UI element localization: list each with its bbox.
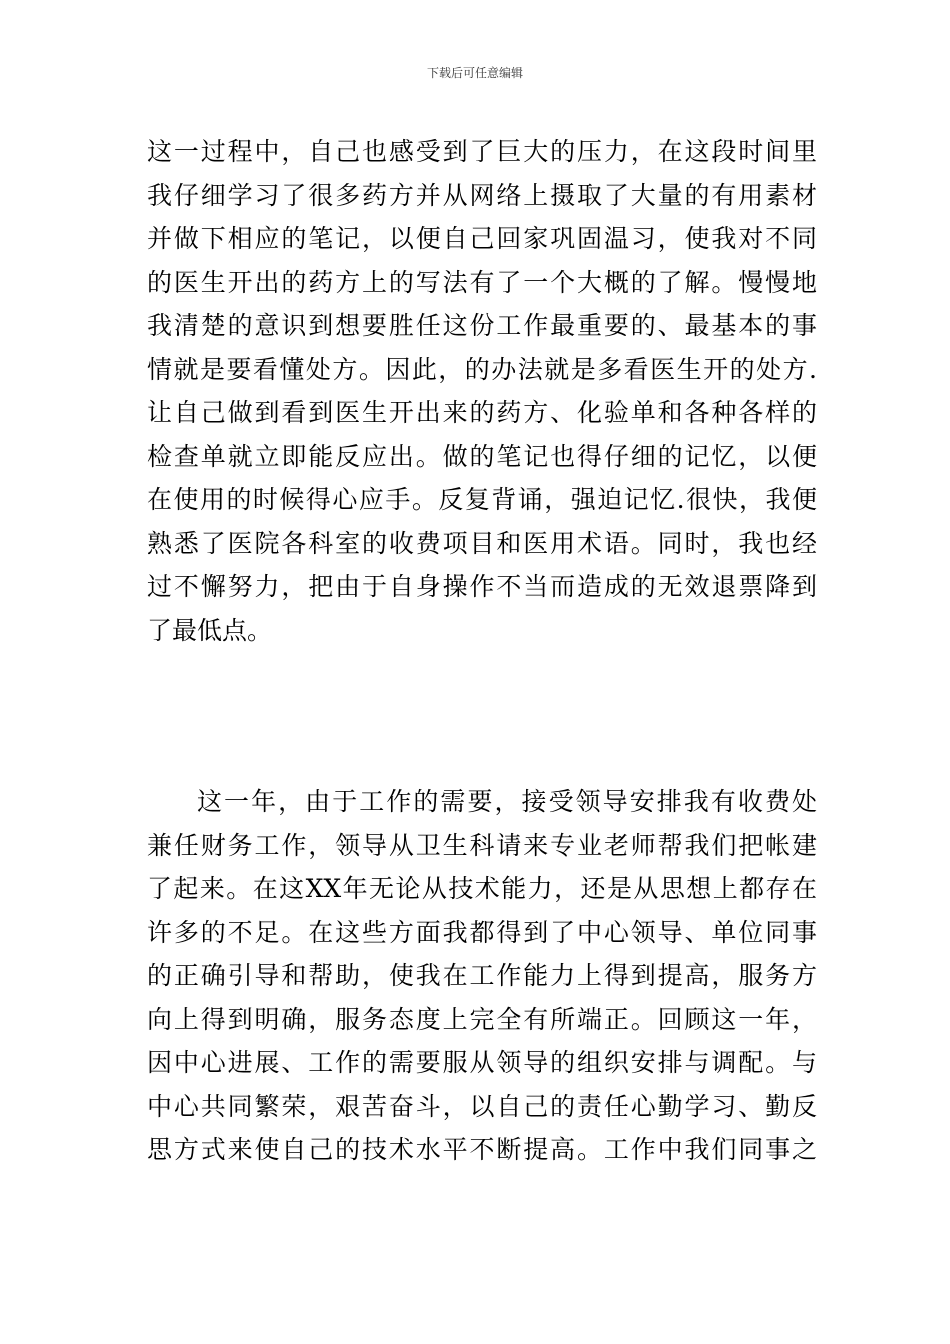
text-line: 过不懈努力，把由于自身操作不当而造成的无效退票降到 xyxy=(147,572,817,601)
text-line: 因中心进展、工作的需要服从领导的组织安排与调配。与 xyxy=(147,1048,817,1077)
text-line: 这一年，由于工作的需要，接受领导安排我有收费处 xyxy=(197,787,817,816)
text-line: 的医生开出的药方上的写法有了一个大概的了解。慢慢地 xyxy=(147,267,817,297)
text-line: 让自己做到看到医生开出来的药方、化验单和各种各样的 xyxy=(147,398,817,427)
text-line: 检查单就立即能反应出。做的笔记也得仔细的记忆，以便 xyxy=(147,441,817,471)
text-line: 许多的不足。在这些方面我都得到了中心领导、单位同事 xyxy=(147,917,817,947)
text-line: 思方式来使自己的技术水平不断提高。工作中我们同事之 xyxy=(147,1135,817,1164)
text-line: 我清楚的意识到想要胜任这份工作最重要的、最基本的事 xyxy=(147,311,817,340)
text-line: 中心共同繁荣，艰苦奋斗，以自己的责任心勤学习、勤反 xyxy=(147,1091,817,1121)
text-line: 的正确引导和帮助，使我在工作能力上得到提高，服务方 xyxy=(147,961,817,990)
text-line: 兼任财务工作，领导从卫生科请来专业老师帮我们把帐建 xyxy=(147,830,817,860)
text-line: 在使用的时候得心应手。反复背诵，强迫记忆.很快，我便 xyxy=(147,485,817,514)
paragraph-2 xyxy=(147,780,817,1172)
text-line: 了最低点。 xyxy=(147,615,273,645)
text-line: 并做下相应的笔记，以便自己回家巩固温习，使我对不同 xyxy=(147,224,817,253)
text-line: 我仔细学习了很多药方并从网络上摄取了大量的有用素材 xyxy=(147,180,817,210)
text-line: 了起来。在这XX年无论从技术能力，还是从思想上都存在 xyxy=(147,874,817,903)
text-line: 向上得到明确，服务态度上完全有所端正。回顾这一年， xyxy=(147,1004,817,1034)
text-line: 这一过程中，自己也感受到了巨大的压力，在这段时间里 xyxy=(147,137,817,166)
page-header: 下载后可任意编辑 xyxy=(426,66,523,80)
text-line: 熟悉了医院各科室的收费项目和医用术语。同时，我也经 xyxy=(147,528,817,558)
text-line: 情就是要看懂处方。因此，的办法就是多看医生开的处方. xyxy=(147,354,817,384)
paragraph-1 xyxy=(147,130,817,652)
